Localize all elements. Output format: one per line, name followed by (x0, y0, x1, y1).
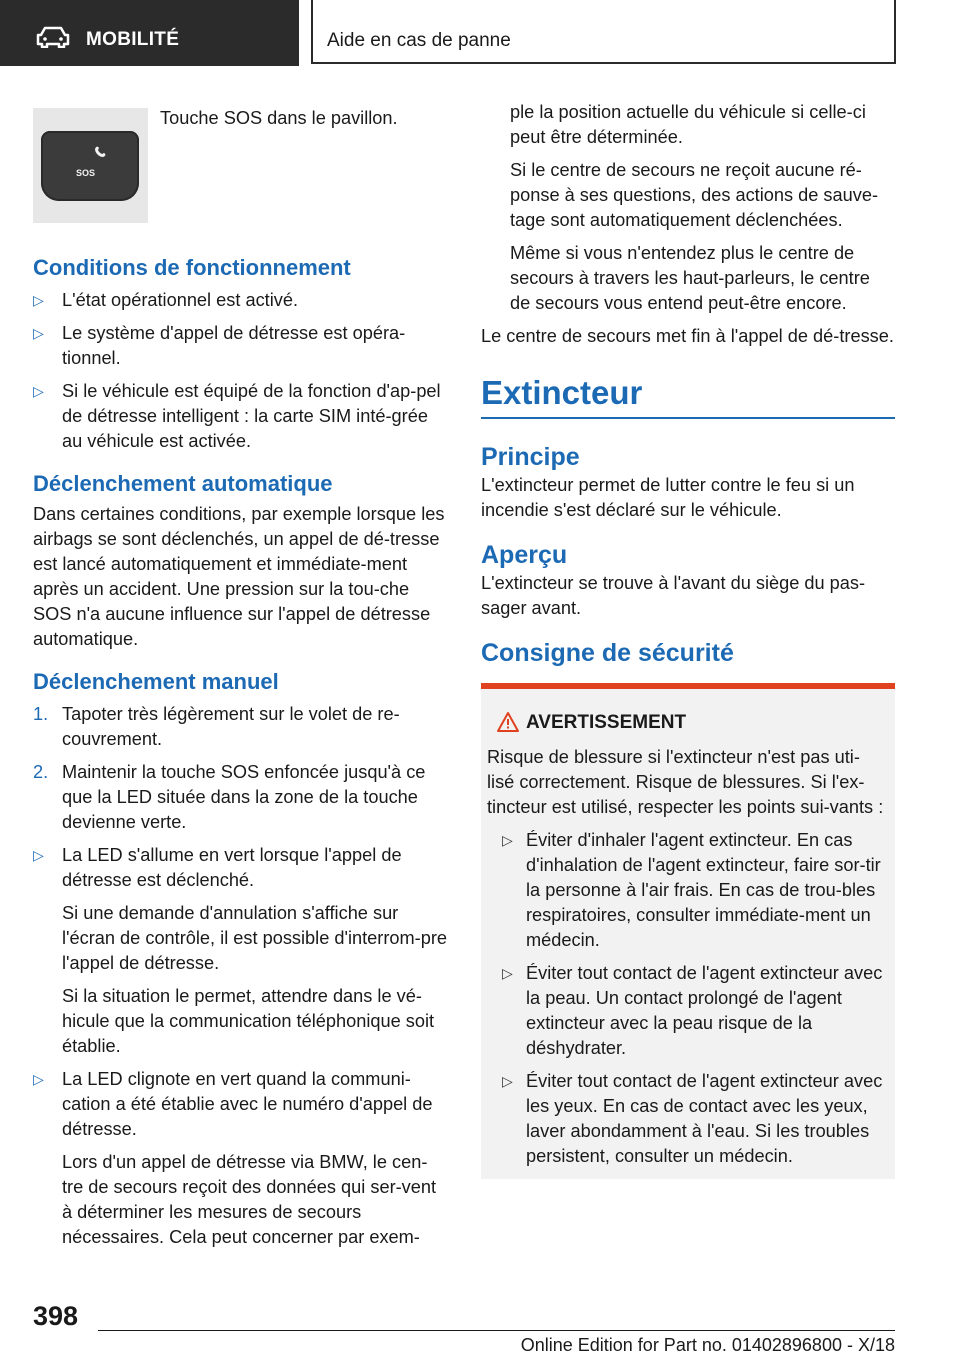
warning-list (487, 828, 887, 1169)
heading-rule (481, 417, 895, 419)
continued-text: ple la position actuelle du véhicule si celle-ci peut être déterminée. (510, 102, 866, 147)
section-tab (0, 0, 299, 66)
continued-text: Si le centre de secours ne reçoit aucune ré‐ponse à ses questions, des actions de sauve‐tage sont automatiquement déclenchées. (510, 160, 879, 230)
step-number: 2. (33, 762, 49, 782)
sos-figure (33, 100, 448, 252)
car-icon (36, 26, 70, 48)
phone-icon (93, 145, 107, 159)
chapter-title: Aide en cas de panne (327, 30, 511, 51)
list-item: ▷ Éviter tout contact de l'agent extincteur avec la peau. Un contact prolongé de l'agent extincteur avec la peau risque de la déshydrater. (502, 963, 883, 1058)
left-column (33, 100, 448, 1250)
list-item: ▷ Éviter tout contact de l'agent extincteur avec les yeux. En cas de contact avec les yeux, laver abondamment à l'eau. Si les troubles persistent, consulter un médecin. (502, 1071, 883, 1166)
list-item: ▷ La LED clignote en vert quand la communi‐cation a été établie avec le numéro d'appel de détresse. Lors d'un appel de détresse via BMW, le cen‐tre de secours reçoit des données qui ser‐vent à déterminer les mesures de secours nécessaires. Cela peut concerner par exem‐ (33, 1069, 437, 1247)
triangle-marker-icon: ▷ (33, 1071, 44, 1087)
warning-box (481, 683, 895, 1179)
list-item: ▷ La LED s'allume en vert lorsque l'appel de détresse est déclenché. Si une demande d'annulation s'affiche sur l'écran de contrôle, il est possible d'interrom‐pre l'appel de détresse. Si la situation le permet, attendre dans le vé‐hicule que la communication téléphonique soit établie. (33, 845, 448, 1056)
continued-text: Même si vous n'entendez plus le centre de secours à travers les haut-parleurs, le centre de secours vous entend peut-être encore. (510, 243, 870, 313)
list-item: ▷ Si le véhicule est équipé de la fonction d'ap‐pel de détresse intelligent : la carte SIM inté‐grée au véhicule est activée. (33, 381, 441, 451)
auto-text: Dans certaines conditions, par exemple lorsque les airbags se sont déclenchés, un appel de dé‐tresse est lancé automatiquement et immédiate‐ment après un accident. Une pression sur la tou‐che SOS n'a aucune influence sur l'appel de détresse automatique. (33, 504, 445, 649)
page-header (0, 0, 960, 66)
warning-triangle-icon (496, 711, 520, 733)
end-call-text: Le centre de secours met fin à l'appel de dé‐tresse. (481, 326, 894, 346)
right-column (481, 100, 895, 1179)
continued-item (481, 100, 895, 316)
triangle-marker-icon: ▷ (33, 847, 44, 863)
principe-heading: Principe (481, 443, 580, 471)
triangle-marker-icon: ▷ (502, 965, 513, 981)
extincteur-heading: Extincteur (481, 374, 643, 411)
auto-section (33, 470, 448, 652)
triangle-marker-icon: ▷ (33, 292, 44, 308)
conditions-section (33, 254, 448, 454)
list-item: ▷ Le système d'appel de détresse est opéra‐tionnel. (33, 323, 406, 368)
sos-button-image (33, 108, 148, 223)
principe-text: L'extincteur permet de lutter contre le feu si un incendie s'est déclaré sur le véhicule. (481, 475, 855, 520)
auto-heading: Déclenchement automatique (33, 471, 333, 496)
sos-label: SOS (76, 168, 96, 178)
manual-steps (33, 702, 448, 1250)
warning-title: AVERTISSEMENT (487, 711, 887, 735)
manual-heading: Déclenchement manuel (33, 669, 279, 694)
manual-section (33, 668, 448, 1250)
conditions-heading: Conditions de fonctionnement (33, 255, 351, 280)
consigne-heading: Consigne de sécurité (481, 639, 734, 667)
apercu-heading: Aperçu (481, 541, 568, 569)
step-number: 1. (33, 704, 49, 724)
conditions-list (33, 288, 448, 454)
sos-button (41, 131, 139, 201)
image-caption: Touche SOS dans le pavillon. (160, 108, 398, 128)
chapter-tab (311, 0, 896, 64)
triangle-marker-icon: ▷ (502, 1073, 513, 1089)
footer-rule (98, 1330, 895, 1331)
edition-text: Online Edition for Part no. 01402896800 - X/18 (520, 1335, 895, 1355)
warning-intro: Risque de blessure si l'extincteur n'est pas uti‐lisé correctement. Risque de blessures. Si l'ex‐tincteur est utilisé, respecter les points sui‐vants : (487, 747, 884, 817)
triangle-marker-icon: ▷ (502, 832, 513, 848)
apercu-text: L'extincteur se trouve à l'avant du siège du pas‐sager avant. (481, 573, 866, 618)
triangle-marker-icon: ▷ (33, 325, 44, 341)
list-item: 1. Tapoter très légèrement sur le volet de re‐couvrement. (33, 704, 400, 749)
list-item: ▷ L'état opérationnel est activé. (33, 288, 448, 313)
list-item: 2. Maintenir la touche SOS enfoncée jusqu'à ce que la LED située dans la zone de la touche devienne verte. (33, 762, 426, 832)
page-number: 398 (33, 1301, 79, 1331)
triangle-marker-icon: ▷ (33, 383, 44, 399)
section-title: MOBILITÉ (86, 29, 180, 50)
list-item: ▷ Éviter d'inhaler l'agent extincteur. En cas d'inhalation de l'agent extincteur, faire sor‐tir la personne à l'air frais. En cas de trou‐bles respiratoires, consulter immédiate‐ment un médecin. (502, 830, 881, 950)
